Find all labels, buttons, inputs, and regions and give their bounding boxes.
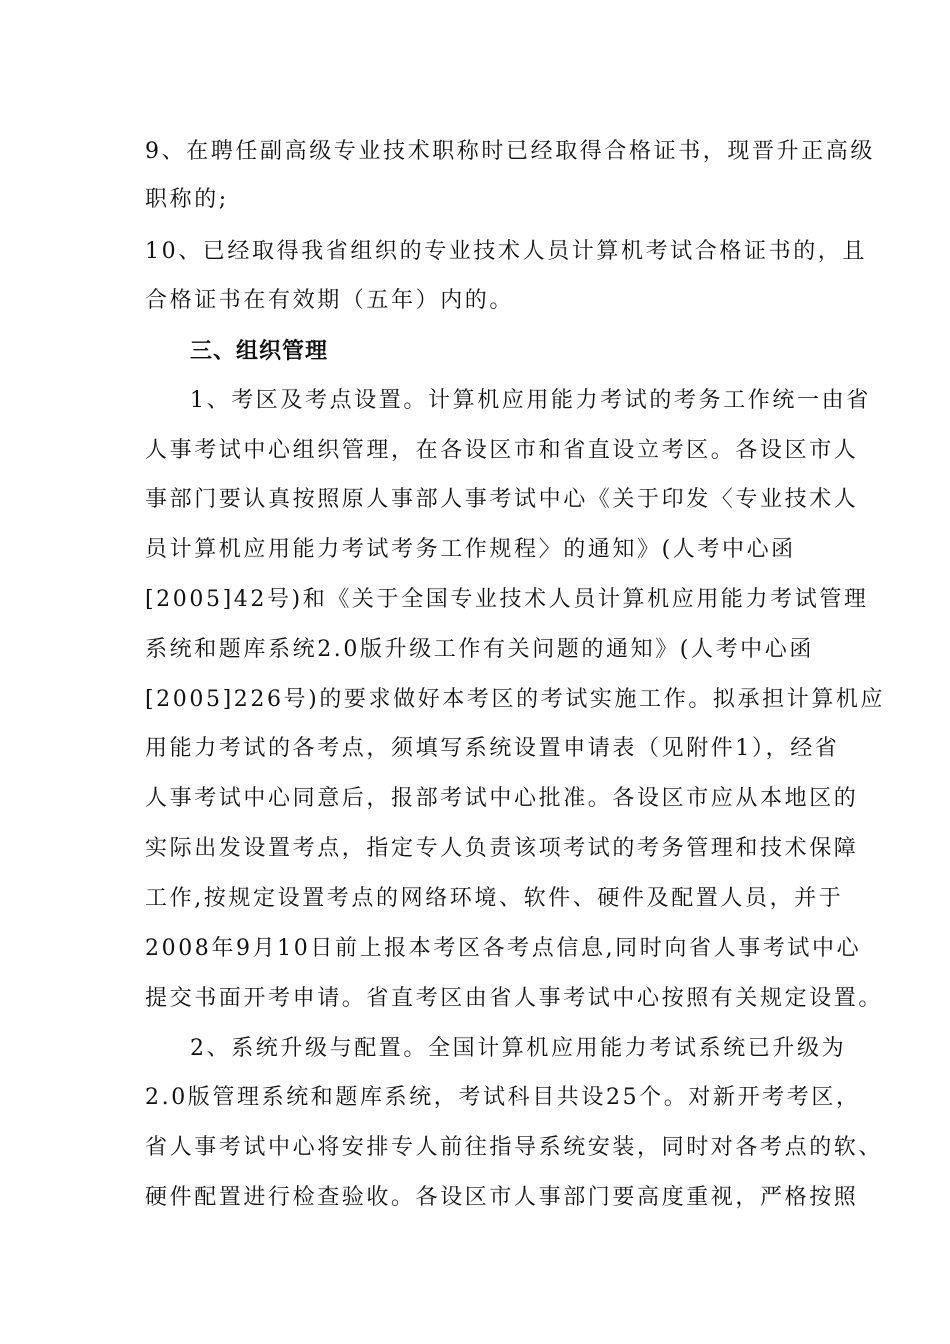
paragraph-2-line: 硬件配置进行检查验收。各设区市人事部门要高度重视，严格按照 bbox=[145, 1185, 859, 1210]
paragraph-1-line: 2008年9月10日前上报本考区各考点信息,同时向省人事考试中心 bbox=[145, 936, 862, 961]
paragraph-1-line: 事部门要认真按照原人事部人事考试中心《关于印发〈专业技术人 bbox=[145, 487, 859, 512]
paragraph-1-line: 系统和题库系统2.0版升级工作有关问题的通知》(人考中心函 bbox=[145, 637, 814, 662]
paragraph-1-line: 用能力考试的各考点，须填写系统设置申请表（见附件1），经省 bbox=[145, 736, 840, 761]
paragraph-2-line: 省人事考试中心将安排专人前往指导系统安装，同时对各考点的软、 bbox=[145, 1135, 884, 1160]
paragraph-1-line: 人事考试中心同意后，报部考试中心批准。各设区市应从本地区的 bbox=[145, 786, 859, 811]
paragraph-1-line: 员计算机应用能力考试考务工作规程〉的通知》(人考中心函 bbox=[145, 537, 796, 562]
paragraph-1-line: 提交书面开考申请。省直考区由省人事考试中心按照有关规定设置。 bbox=[145, 986, 884, 1011]
list-item-10-line-2: 合格证书在有效期（五年）内的。 bbox=[145, 288, 515, 313]
list-item-9-line-2: 职称的; bbox=[145, 187, 229, 212]
paragraph-1-line: [2005]42号)和《关于全国专业技术人员计算机应用能力考试管理 bbox=[145, 587, 869, 612]
list-item-10-line-1: 10、已经取得我省组织的专业技术人员计算机考试合格证书的，且 bbox=[145, 239, 867, 264]
paragraph-1-line: [2005]226号)的要求做好本考区的考试实施工作。拟承担计算机应 bbox=[145, 687, 886, 712]
paragraph-1-line: 实际出发设置考点，指定专人负责该项考试的考务管理和技术保障 bbox=[145, 836, 859, 861]
paragraph-1-line: 人事考试中心组织管理，在各设区市和省直设立考区。各设区市人 bbox=[145, 438, 859, 463]
section-heading: 三、组织管理 bbox=[190, 339, 329, 364]
paragraph-1-line: 工作,按规定设置考点的网络环境、软件、硬件及配置人员，并于 bbox=[145, 886, 844, 911]
paragraph-2-line: 2.0版管理系统和题库系统，考试科目共设25个。对新开考考区， bbox=[145, 1085, 861, 1110]
paragraph-2-line: 2、系统升级与配置。全国计算机应用能力考试系统已升级为 bbox=[190, 1036, 847, 1061]
paragraph-1-line: 1、考区及考点设置。计算机应用能力考试的考务工作统一由省 bbox=[190, 388, 871, 413]
list-item-9-line-1: 9、在聘任副高级专业技术职称时已经取得合格证书，现晋升正高级 bbox=[145, 139, 875, 164]
